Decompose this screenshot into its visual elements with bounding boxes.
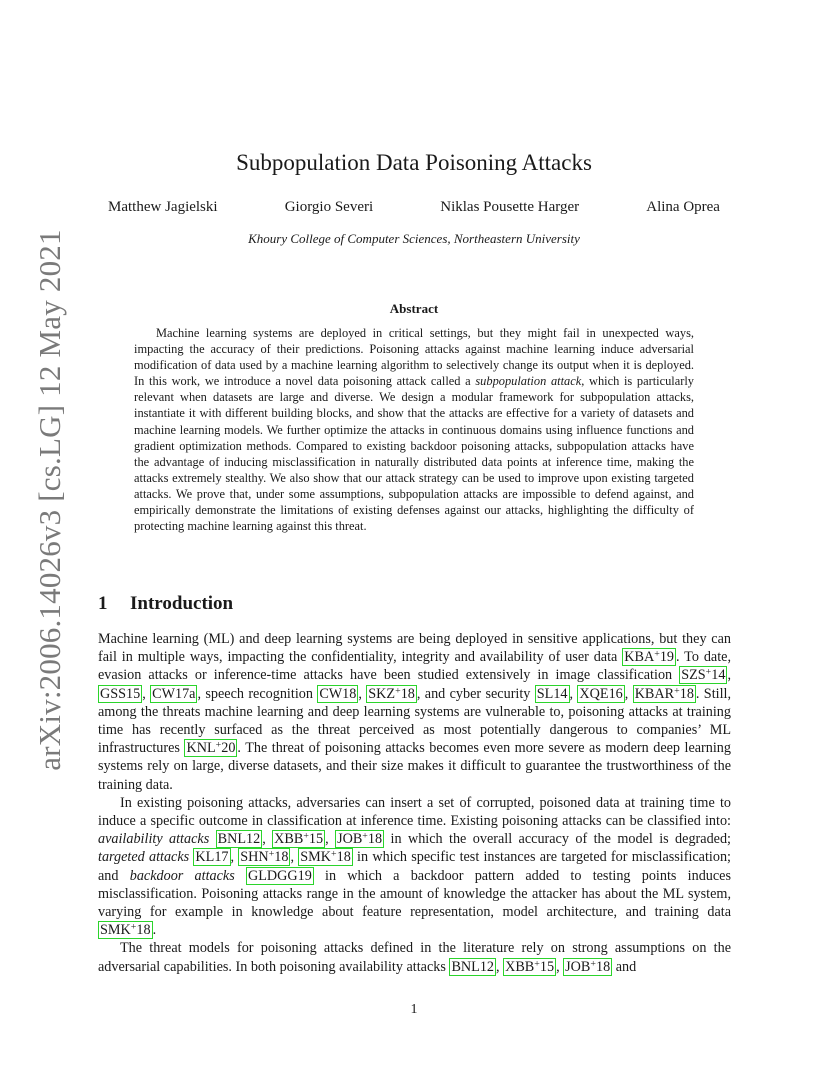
author-name: Alina Oprea — [646, 199, 720, 215]
page-number: 1 — [410, 1002, 418, 1017]
section-title: Introduction — [130, 593, 234, 614]
citation-link[interactable]: XBB+15 — [505, 958, 555, 975]
section-body — [98, 630, 731, 976]
paragraph-1: Machine learning (ML) and deep learning systems are being deployed in sensitive applications, but they can fail in multiple ways, impacting the confidentiality, integrity and availability of user data KBA+19 . To date, evasion attacks or inference-time attacks have been studied extensively in image classification SZS+14 , GSS15 , CW17a , speech recognition CW18 , SKZ+18 , and cyber security SL14 , XQE16 , KBAR+18 . Still, among the threats machine learning and deep learning systems are vulnerable to, poisoning attacks at training time has recently surfaced as the threat perceived as most potentially dangerous to companies’ ML infrastructures KNL+20 . The threat of poisoning attacks becomes even more severe as modern deep learning systems rely on large, diverse datasets, and their size makes it difficult to guarantee the trustworthiness of the training data. — [98, 631, 732, 793]
paragraph-3: The threat models for poisoning attacks defined in the literature rely on strong assumptions on the adversarial capabilities. In both poisoning availability attacks BNL12 , XBB+15 , JOB+18 and — [98, 940, 731, 975]
abstract-emphasis: subpopulation attack — [475, 374, 582, 389]
arxiv-identifier-stamp: arXiv:2006.14026v3 [cs.LG] 12 May 2021 — [32, 229, 67, 771]
citation-link[interactable]: XQE16 — [579, 685, 623, 702]
citation-link[interactable]: GLDGG19 — [247, 867, 312, 884]
citation-link[interactable]: SHN+18 — [240, 848, 289, 866]
citation-link[interactable]: KBAR+18 — [634, 685, 694, 702]
affiliation: Khoury College of Computer Sciences, Northeastern University — [248, 231, 580, 246]
citation-link[interactable]: CW17a — [152, 685, 196, 702]
abstract-heading: Abstract — [389, 301, 439, 316]
citation-link[interactable]: KBA+19 — [624, 648, 674, 666]
citation-link[interactable]: CW18 — [319, 685, 357, 702]
citation-link[interactable]: GSS15 — [100, 685, 141, 702]
citation-link[interactable]: SL14 — [536, 685, 568, 702]
citation-link[interactable]: KL17 — [195, 849, 229, 866]
section-heading — [98, 593, 233, 615]
paragraph-2: In existing poisoning attacks, adversaries can insert a set of corrupted, poisoned data at training time to induce a specific outcome in classification at inference time. Existing poisoning attacks can be classified into: availability attacks BNL12 , XBB+15 , JOB+18 in which the overall accuracy of the model is degraded; targeted attacks KL17 , SHN+18 , SMK+18 in which specific test instances are targeted for misclassification; and backdoor attacks GLDGG19 in which a backdoor pattern added to testing points induces misclassification. Poisoning attacks range in the amount of knowledge the attacker has about the ML system, varying for example in knowledge about feature representation, model architecture, and training data SMK+18 . — [98, 794, 731, 939]
citation-link[interactable]: KNL+20 — [186, 739, 236, 757]
section-number: 1 — [98, 593, 108, 614]
citation-link[interactable]: JOB+18 — [337, 830, 383, 848]
citation-link[interactable]: XBB+15 — [274, 830, 324, 848]
abstract-text: Machine learning systems are deployed in critical settings, but they might fail in unexpected ways, impacting the accuracy of their predictions. Poisoning attacks against machine learning induce adversarial modification of data used by a machine learning algorithm to selectively change its output when it is deployed. In this work, we introduce a novel data poisoning attack called a subpopulation attack, which is particularly relevant when datasets are large and diverse. We design a modular framework for subpopulation attacks, instantiate it with different building blocks, and show that the attacks are effective for a variety of datasets and machine learning models. We further optimize the attacks in continuous domains using influence functions and gradient optimization methods. Compared to existing backdoor poisoning attacks, subpopulation attacks have the advantage of inducing misclassification in naturally distributed data points at inference time, making the attacks extremely stealthy. We also show that our attack strategy can be used to improve upon existing targeted attacks. We prove that, under some assumptions, subpopulation attacks are impossible to defend against, and empirically demonstrate the limitations of existing defenses against our attacks, highlighting the difficulty of protecting machine learning against this threat. — [134, 326, 694, 534]
citation-link[interactable]: SKZ+18 — [368, 685, 415, 702]
citation-link[interactable]: JOB+18 — [565, 958, 611, 975]
author-name: Giorgio Severi — [284, 199, 374, 215]
author-list — [108, 199, 720, 216]
citation-link[interactable]: SMK+18 — [300, 848, 351, 866]
citation-link[interactable]: SZS+14 — [681, 666, 726, 684]
citation-link[interactable]: SMK+18 — [100, 921, 151, 939]
citation-link[interactable]: BNL12 — [451, 958, 494, 975]
citation-link[interactable]: BNL12 — [217, 831, 261, 848]
paper-title: Subpopulation Data Poisoning Attacks — [236, 150, 592, 175]
author-name: Niklas Pousette Harger — [440, 199, 580, 215]
author-name: Matthew Jagielski — [108, 199, 218, 215]
